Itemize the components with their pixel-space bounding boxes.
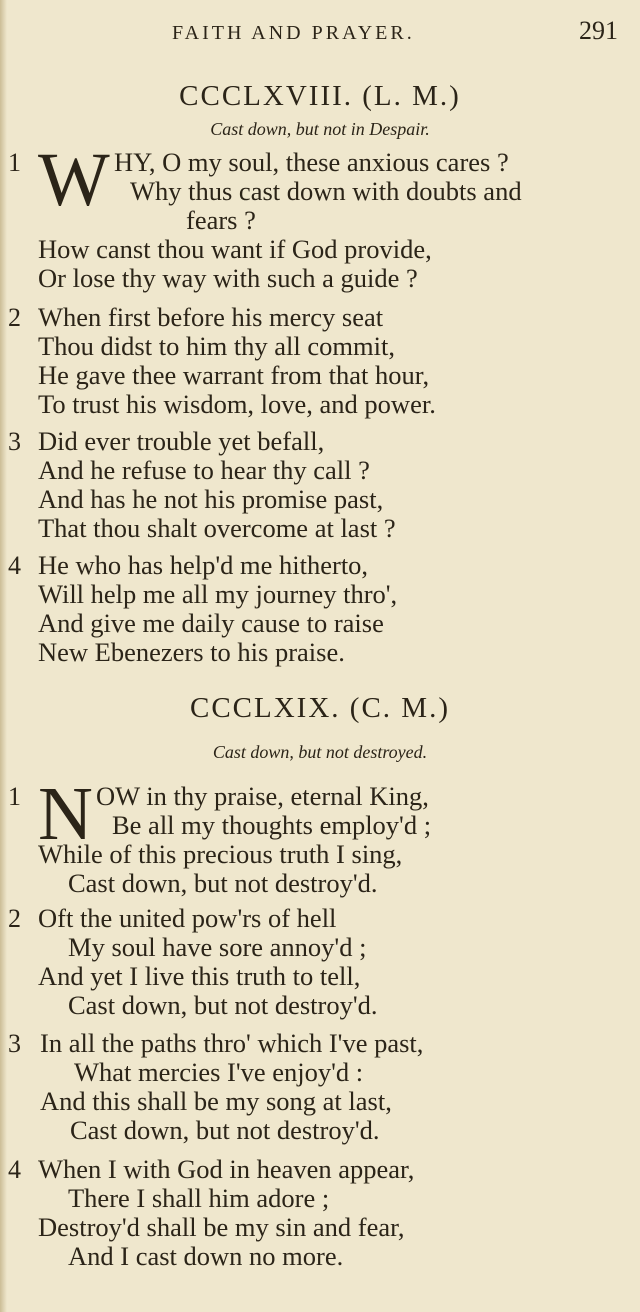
verse bbox=[0, 551, 640, 667]
verse-line: In all the paths thro' which I've past, bbox=[40, 1028, 424, 1058]
verse-number: 4 bbox=[8, 551, 21, 580]
verse-line: Thou didst to him thy all commit, bbox=[38, 331, 395, 361]
page-number: 291 bbox=[579, 16, 618, 45]
verse-line: When I with God in heaven appear, bbox=[38, 1154, 415, 1184]
verse-line: There I shall him adore ; bbox=[68, 1183, 330, 1213]
verse bbox=[0, 772, 640, 898]
verse-line: HY, O my soul, these anxious cares ? bbox=[114, 147, 509, 177]
hymn-title: CCCLXVIII. (L. M.) bbox=[179, 80, 461, 112]
verse-line: OW in thy praise, eternal King, bbox=[96, 781, 429, 811]
verse-line: When first before his mercy seat bbox=[38, 302, 384, 332]
hymn-subtitle: Cast down, but not destroyed. bbox=[212, 742, 428, 762]
verse bbox=[0, 1155, 640, 1271]
verse-line: fears ? bbox=[186, 205, 256, 235]
verse-number: 1 bbox=[8, 148, 21, 177]
verse-line: And I cast down no more. bbox=[68, 1241, 344, 1271]
drop-cap: N bbox=[38, 772, 93, 856]
verse-line: Did ever trouble yet befall, bbox=[38, 426, 325, 456]
verse-line: Why thus cast down with doubts and bbox=[130, 176, 522, 206]
verse-line: And this shall be my song at last, bbox=[40, 1086, 392, 1116]
verse-line: He gave thee warrant from that hour, bbox=[38, 360, 430, 390]
verse bbox=[0, 303, 640, 419]
verse-line: Be all my thoughts employ'd ; bbox=[112, 810, 432, 840]
verse-line: Destroy'd shall be my sin and fear, bbox=[38, 1212, 405, 1242]
verse-line: Or lose thy way with such a guide ? bbox=[38, 263, 418, 293]
verse-number: 3 bbox=[8, 1029, 21, 1058]
verse bbox=[0, 138, 640, 293]
verse-line: How canst thou want if God provide, bbox=[38, 234, 432, 264]
verse-line: He who has help'd me hitherto, bbox=[38, 550, 369, 580]
drop-cap: W bbox=[38, 138, 110, 222]
hymn-subtitle: Cast down, but not in Despair. bbox=[210, 119, 430, 139]
verse-line: Will help me all my journey thro', bbox=[38, 579, 398, 609]
verse-line: And give me daily cause to raise bbox=[38, 608, 384, 638]
verse-line: While of this precious truth I sing, bbox=[38, 839, 403, 869]
verse-line: What mercies I've enjoy'd : bbox=[74, 1057, 364, 1087]
verse-line: My soul have sore annoy'd ; bbox=[68, 932, 367, 962]
verse-line: And yet I live this truth to tell, bbox=[38, 961, 361, 991]
verse-line: That thou shalt overcome at last ? bbox=[38, 513, 396, 543]
verse-number: 2 bbox=[8, 303, 21, 332]
verse-number: 3 bbox=[8, 427, 21, 456]
verse-line: Cast down, but not destroy'd. bbox=[68, 868, 378, 898]
verse-line: New Ebenezers to his praise. bbox=[38, 637, 345, 667]
hymn-title: CCCLXIX. (C. M.) bbox=[190, 692, 450, 724]
verse-line: And has he not his promise past, bbox=[38, 484, 384, 514]
verse-line: Cast down, but not destroy'd. bbox=[70, 1115, 380, 1145]
verse bbox=[0, 904, 640, 1020]
verse-number: 1 bbox=[8, 782, 21, 811]
verse-number: 4 bbox=[8, 1155, 21, 1184]
verse-line: Cast down, but not destroy'd. bbox=[68, 990, 378, 1020]
verse bbox=[0, 1029, 640, 1145]
running-head: FAITH AND PRAYER. bbox=[172, 22, 415, 44]
verse bbox=[0, 427, 640, 543]
verse-number: 2 bbox=[8, 904, 21, 933]
verse-line: Oft the united pow'rs of hell bbox=[38, 903, 337, 933]
verse-line: To trust his wisdom, love, and power. bbox=[38, 389, 436, 419]
verse-line: And he refuse to hear thy call ? bbox=[38, 455, 370, 485]
